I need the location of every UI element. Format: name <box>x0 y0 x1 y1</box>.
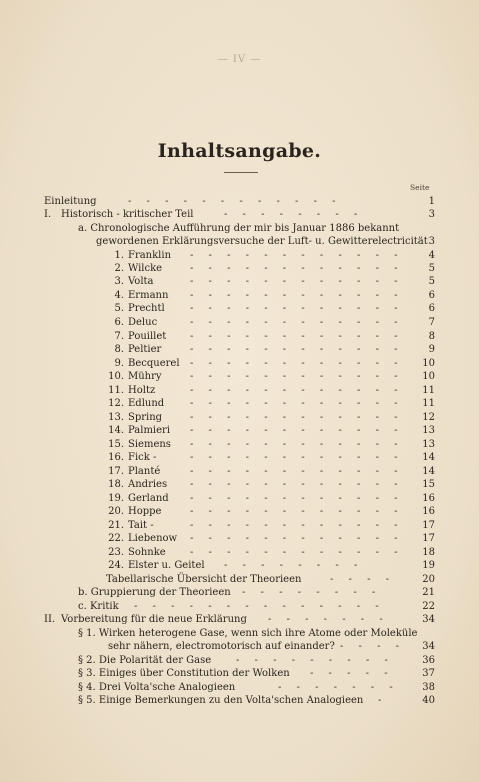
entry-page: 14 <box>422 452 435 463</box>
leader-dots: - - - - - - - - - - - - <box>190 317 404 328</box>
entry-num: 6. <box>114 317 124 328</box>
entry-label: Hoppe <box>128 506 162 517</box>
entry-label: Liebenow <box>128 533 178 544</box>
entry-label: Mühry <box>128 371 162 382</box>
entry-num: 21. <box>108 520 124 531</box>
toc-entry-author <box>0 465 479 478</box>
leader-dots: - - - - - - - - - - - - <box>190 303 404 314</box>
leader-dots: - - - - - - - - - - - - <box>190 506 404 517</box>
entry-page: 20 <box>422 574 435 585</box>
leader-dots: - - - - - - - - - - - - <box>190 358 404 369</box>
toc-entry-author <box>0 343 479 356</box>
entry-page: 7 <box>428 317 435 328</box>
entry-label: Vorbereitung für die neue Erklärung <box>61 614 247 625</box>
entry-label: Peltier <box>128 344 162 355</box>
leader-dots: - - - - - - - - - - - - <box>190 331 404 342</box>
entry-num: 22. <box>108 533 124 544</box>
title-rule <box>224 172 258 173</box>
toc-entry-author <box>0 357 479 370</box>
entry-page: 9 <box>428 344 435 355</box>
leader-dots: - - - - - - - <box>278 682 399 693</box>
entry-num: 12. <box>108 398 124 409</box>
toc-entry-author <box>0 275 479 288</box>
entry-num: 17. <box>108 466 124 477</box>
entry-num: 5. <box>114 303 124 314</box>
entry-page: 5 <box>428 276 435 287</box>
entry-page: 21 <box>422 587 435 598</box>
toc-entry-author <box>0 289 479 302</box>
leader-dots: - - - - - - - - - - - - <box>190 493 404 504</box>
entry-label: a. Chronologische Aufführung der mir bis Januar 1886 bekannt <box>78 223 400 234</box>
leader-dots: - - - - - - - - - - - - <box>190 371 404 382</box>
entry-label: § 5. Einige Bemerkungen zu den Volta'schen Analogieen <box>78 695 364 706</box>
leader-dots: - - - - - - - <box>268 614 389 625</box>
toc-entry-author <box>0 519 479 532</box>
leader-dots: - <box>378 695 388 706</box>
entry-page: 12 <box>422 412 435 423</box>
entry-num: 3. <box>114 276 124 287</box>
toc-entry-author <box>0 546 479 559</box>
entry-page: 8 <box>428 331 435 342</box>
entry-label: Fick - <box>128 452 157 463</box>
entry-num: 8. <box>114 344 124 355</box>
entry-page: 13 <box>422 439 435 450</box>
entry-label: § 4. Drei Volta'sche Analogieen <box>78 682 236 693</box>
entry-num: 15. <box>108 439 124 450</box>
entry-page: 5 <box>428 263 435 274</box>
entry-label: Einleitung <box>44 196 97 207</box>
entry-page: 3 <box>428 209 435 220</box>
entry-label: Prechtl <box>128 303 165 314</box>
toc-entry-tabelle <box>0 573 479 586</box>
leader-dots: - - - - - - - - - - - - <box>128 196 342 207</box>
entry-label: § 1. Wirken heterogene Gase, wenn sich ihre Atome oder Moleküle <box>78 628 418 639</box>
toc-entry-author <box>0 424 479 437</box>
entry-num: 7. <box>114 331 124 342</box>
entry-page: 34 <box>422 641 435 652</box>
entry-page: 17 <box>422 520 435 531</box>
toc-entry-s1-line1 <box>0 627 479 640</box>
entry-page: 40 <box>422 695 435 706</box>
entry-label: Siemens <box>128 439 171 450</box>
entry-label: Edlund <box>128 398 165 409</box>
entry-label: Historisch - kritischer Teil <box>61 209 194 220</box>
entry-num: 13. <box>108 412 124 423</box>
toc-entry-author <box>0 411 479 424</box>
entry-page: 15 <box>422 479 435 490</box>
toc-entry-author <box>0 302 479 315</box>
leader-dots: - - - - - <box>310 668 394 679</box>
toc-entry-part-2 <box>0 613 479 626</box>
entry-label: Tait - <box>128 520 154 531</box>
entry-page: 4 <box>428 250 435 261</box>
entry-num: 10. <box>108 371 124 382</box>
entry-num: 9. <box>114 358 124 369</box>
entry-page: 38 <box>422 682 435 693</box>
toc-entry-a-line2 <box>0 235 479 248</box>
entry-label: Elster u. Geitel <box>128 560 205 571</box>
entry-page: 14 <box>422 466 435 477</box>
entry-num: 1. <box>114 250 124 261</box>
entry-num: 14. <box>108 425 124 436</box>
entry-label: Palmieri <box>128 425 171 436</box>
toc-entry-a-line1 <box>0 222 479 235</box>
entry-page: 10 <box>422 371 435 382</box>
toc-entry-author <box>0 370 479 383</box>
entry-num: 19. <box>108 493 124 504</box>
seite-header: Seite <box>410 183 430 192</box>
entry-label: Tabellarische Übersicht der Theorieen <box>106 574 302 585</box>
leader-dots: - - - - - - - - - - - - <box>190 439 404 450</box>
entry-num: 11. <box>108 385 124 396</box>
entry-label: sehr nähern, electromotorisch auf einander? <box>108 641 335 652</box>
leader-dots: - - - - - - - - <box>224 209 364 220</box>
leader-dots: - - - - - - - - - - - - <box>190 263 404 274</box>
toc-entry-c <box>0 600 479 613</box>
entry-num: 4. <box>114 290 124 301</box>
entry-label: Franklin <box>128 250 172 261</box>
entry-page: 3 <box>428 236 435 247</box>
toc-entry-part-1 <box>0 208 479 221</box>
entry-label: c. Kritik <box>78 601 119 612</box>
page-number: — IV — <box>217 54 262 65</box>
entry-label: Andries <box>128 479 168 490</box>
entry-label: b. Gruppierung der Theorieen <box>78 587 231 598</box>
leader-dots: - - - - - - - - - - - - <box>190 533 404 544</box>
entry-label: Sohnke <box>128 547 166 558</box>
leader-dots: - - - - <box>340 641 406 652</box>
entry-roman: I. <box>44 209 52 220</box>
leader-dots: - - - - - - - - <box>224 560 364 571</box>
entry-num: 20. <box>108 506 124 517</box>
entry-page: 34 <box>422 614 435 625</box>
entry-page: 6 <box>428 303 435 314</box>
entry-label: § 2. Die Polarität der Gase <box>78 655 212 666</box>
entry-label: Ermann <box>128 290 169 301</box>
toc-entry-author <box>0 249 479 262</box>
entry-label: Volta <box>128 276 154 287</box>
toc-entry-einleitung <box>0 195 479 208</box>
entry-page: 17 <box>422 533 435 544</box>
entry-page: 16 <box>422 493 435 504</box>
entry-num: 18. <box>108 479 124 490</box>
toc-entry-author <box>0 478 479 491</box>
entry-page: 13 <box>422 425 435 436</box>
entry-page: 10 <box>422 358 435 369</box>
leader-dots: - - - - - - - - - - - - <box>190 425 404 436</box>
leader-dots: - - - - - - - - - - - - <box>190 344 404 355</box>
toc-entry-author <box>0 559 479 572</box>
leader-dots: - - - - - - - - - - - - - - <box>134 601 385 612</box>
toc-entry-author <box>0 262 479 275</box>
page-title: Inhaltsangabe. <box>157 140 322 162</box>
entry-page: 22 <box>422 601 435 612</box>
toc-entry-s5 <box>0 694 479 707</box>
entry-page: 19 <box>422 560 435 571</box>
leader-dots: - - - - - - - - - - - - <box>190 547 404 558</box>
toc-entry-s2 <box>0 654 479 667</box>
entry-label: Deluc <box>128 317 158 328</box>
leader-dots: - - - - - - - - - - - - <box>190 398 404 409</box>
entry-label: Spring <box>128 412 163 423</box>
entry-label: Pouillet <box>128 331 167 342</box>
toc-entry-author <box>0 438 479 451</box>
toc-entry-b <box>0 586 479 599</box>
toc-entry-s4 <box>0 681 479 694</box>
entry-label: Planté <box>128 466 161 477</box>
entry-label: Wilcke <box>128 263 163 274</box>
entry-num: 24. <box>108 560 124 571</box>
toc-entry-author <box>0 451 479 464</box>
entry-label: § 3. Einiges über Constitution der Wolken <box>78 668 290 679</box>
leader-dots: - - - - - - - - - - - - <box>190 520 404 531</box>
entry-page: 16 <box>422 506 435 517</box>
entry-num: 2. <box>114 263 124 274</box>
leader-dots: - - - - - - - - <box>242 587 382 598</box>
entry-label: Gerland <box>128 493 169 504</box>
leader-dots: - - - - - - - - - - - - <box>190 276 404 287</box>
leader-dots: - - - - <box>330 574 396 585</box>
entry-page: 6 <box>428 290 435 301</box>
leader-dots: - - - - - - - - - - - - <box>190 290 404 301</box>
toc-entry-author <box>0 316 479 329</box>
entry-page: 36 <box>422 655 435 666</box>
entry-label: Becquerel <box>128 358 180 369</box>
leader-dots: - - - - - - - - - - - - <box>190 250 404 261</box>
entry-label: Holtz <box>128 385 156 396</box>
leader-dots: - - - - - - - - - - - - <box>190 412 404 423</box>
toc-entry-author <box>0 384 479 397</box>
entry-label: gewordenen Erklärungsversuche der Luft- u. Gewitterelectricität <box>96 236 428 247</box>
entry-page: 1 <box>428 196 435 207</box>
leader-dots: - - - - - - - - - - - - <box>190 479 404 490</box>
toc-entry-author <box>0 505 479 518</box>
entry-num: 23. <box>108 547 124 558</box>
leader-dots: - - - - - - - - - <box>236 655 394 666</box>
entry-page: 11 <box>422 398 435 409</box>
toc-entry-author <box>0 330 479 343</box>
toc-entry-author <box>0 397 479 410</box>
entry-roman: II. <box>44 614 56 625</box>
entry-page: 18 <box>422 547 435 558</box>
leader-dots: - - - - - - - - - - - - <box>190 385 404 396</box>
leader-dots: - - - - - - - - - - - - <box>190 466 404 477</box>
entry-num: 16. <box>108 452 124 463</box>
toc-entry-s3 <box>0 667 479 680</box>
toc-entry-s1-line2 <box>0 640 479 653</box>
toc-entry-author <box>0 532 479 545</box>
entry-page: 37 <box>422 668 435 679</box>
leader-dots: - - - - - - - - - - - - <box>190 452 404 463</box>
toc-entry-author <box>0 492 479 505</box>
entry-page: 11 <box>422 385 435 396</box>
